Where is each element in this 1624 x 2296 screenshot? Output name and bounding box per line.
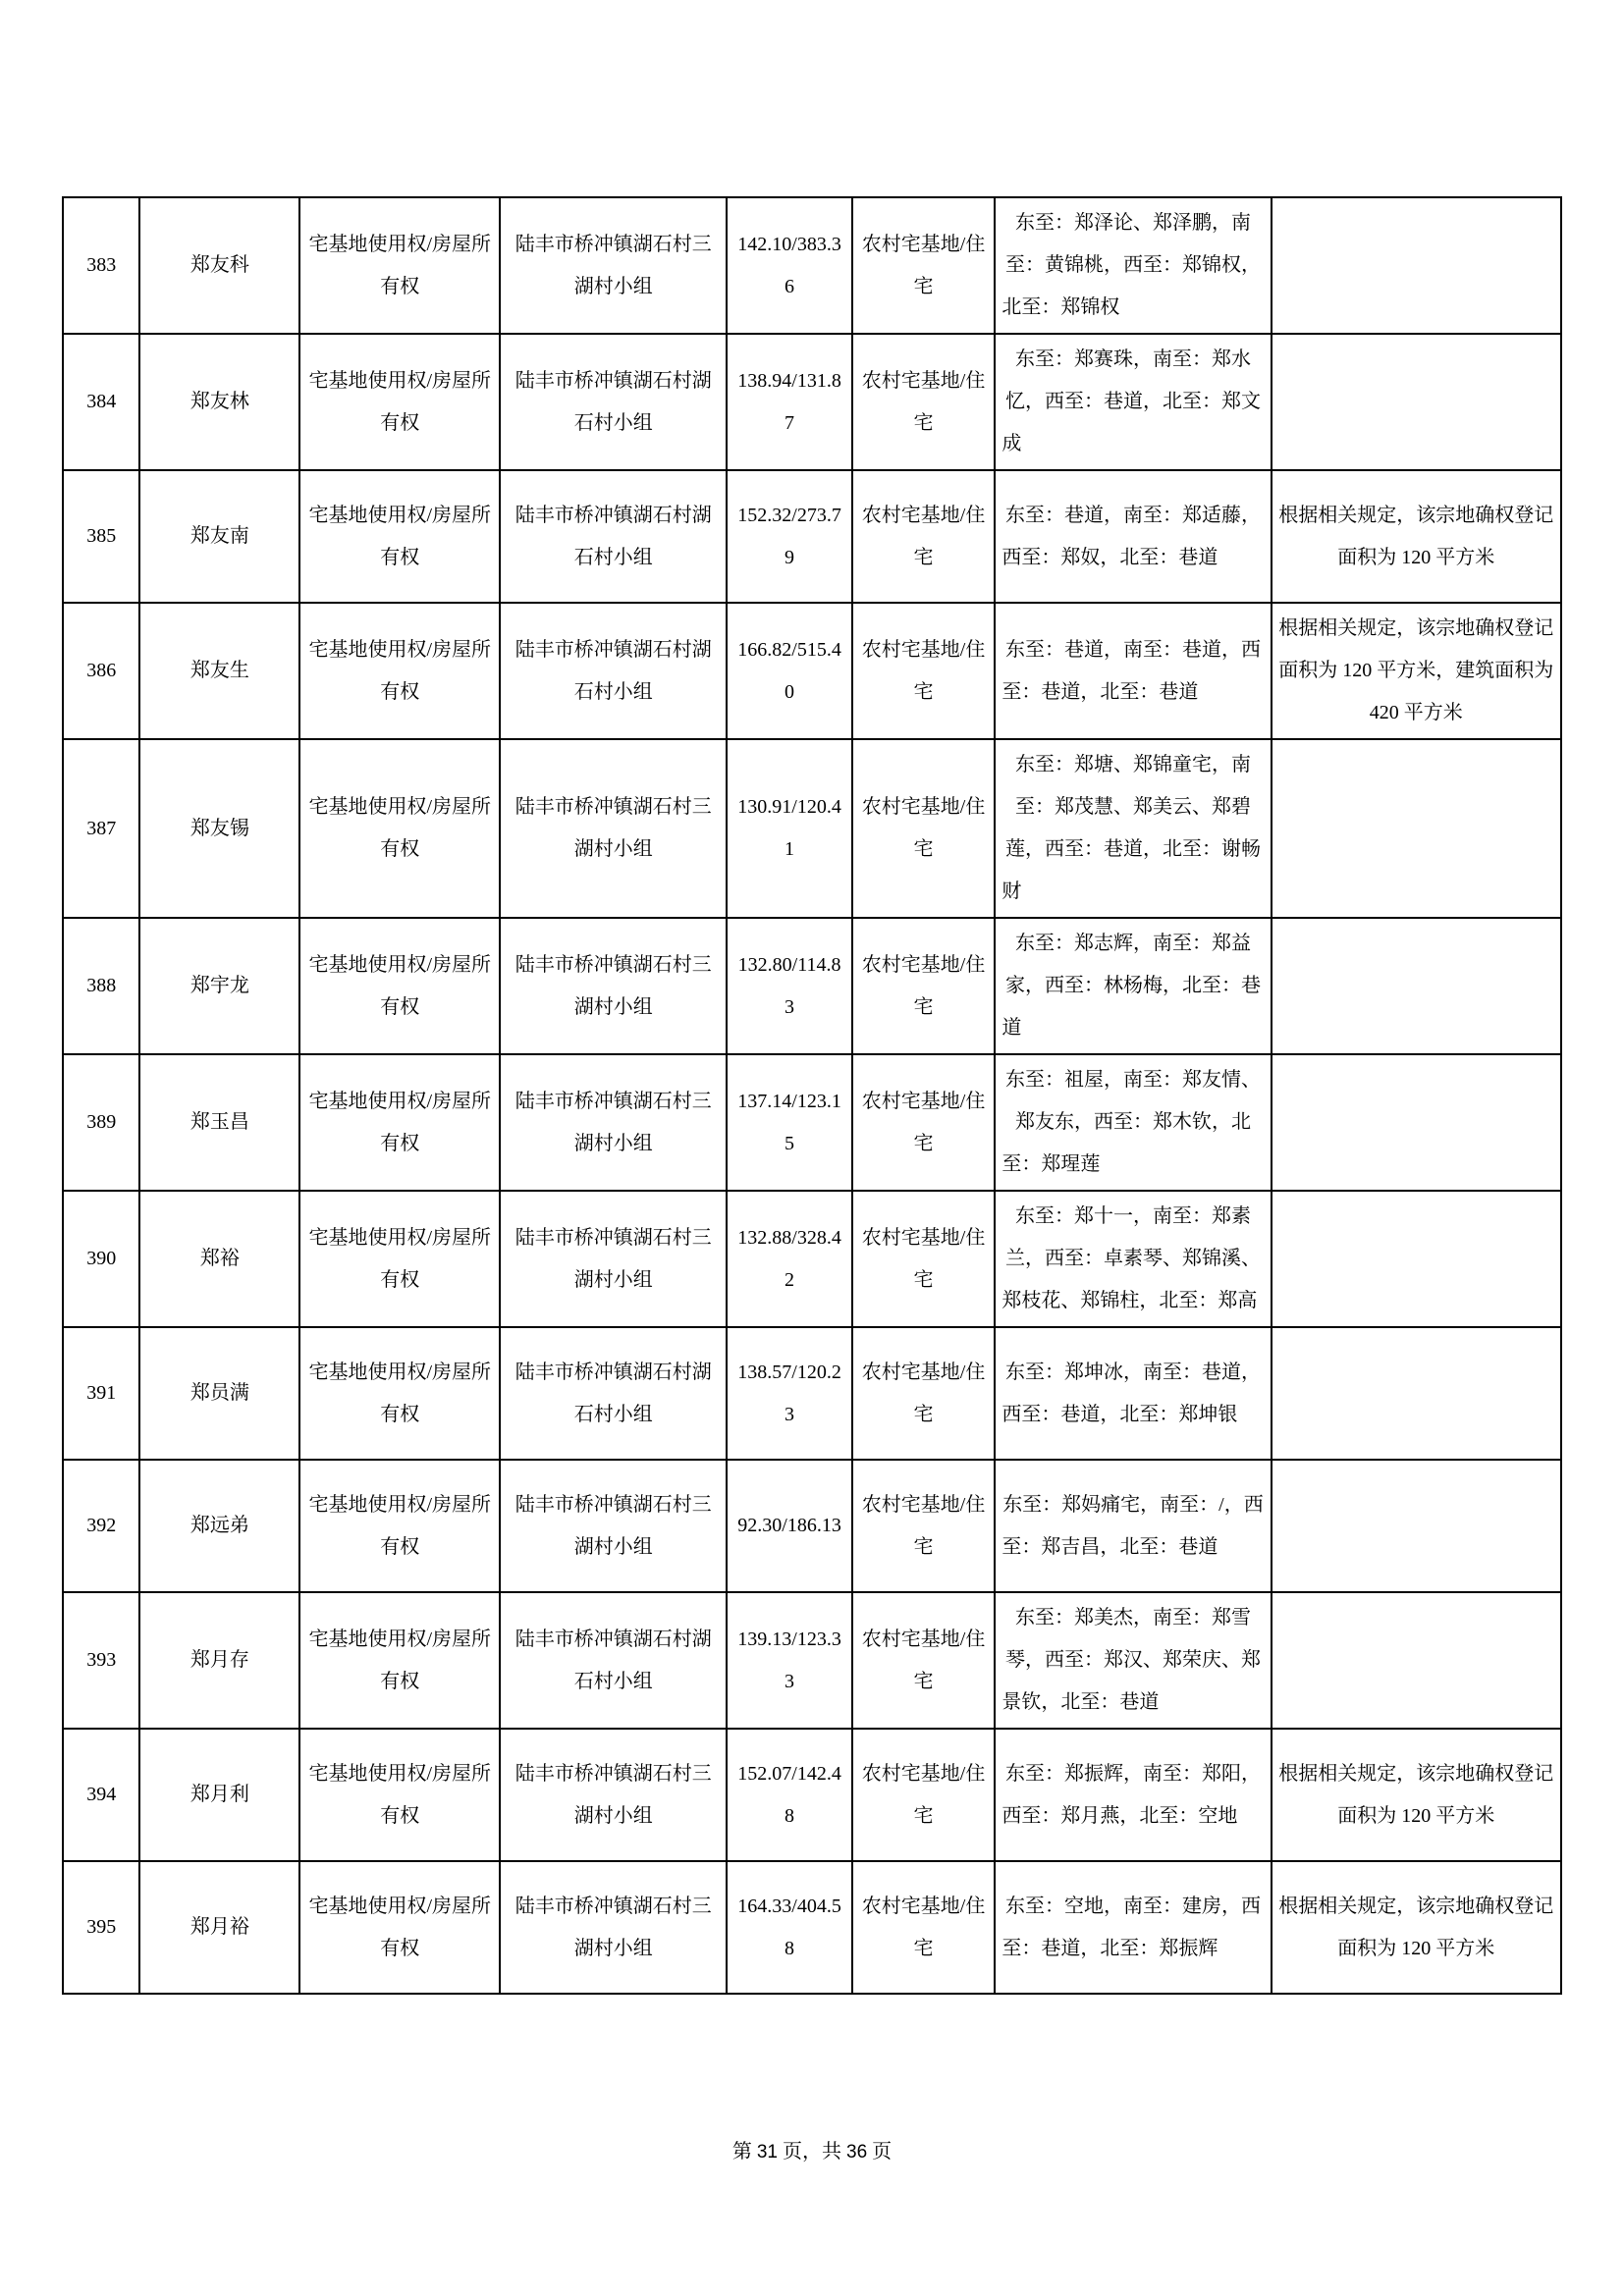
cell-land_type: 农村宅基地/住宅 <box>852 1327 996 1460</box>
cell-location: 陆丰市桥冲镇湖石村三湖村小组 <box>500 1460 727 1592</box>
cell-boundary: 东至：郑妈痛宅，南至：/，西至：郑吉昌，北至：巷道 <box>995 1460 1271 1592</box>
table-row <box>63 1592 1561 1729</box>
cell-name: 郑月存 <box>139 1592 299 1729</box>
cell-name: 郑月裕 <box>139 1861 299 1994</box>
cell-area: 137.14/123.15 <box>727 1054 851 1191</box>
cell-remark <box>1272 334 1561 470</box>
cell-name: 郑友科 <box>139 197 299 334</box>
cell-boundary: 东至：郑坤冰，南至：巷道，西至：巷道，北至：郑坤银 <box>995 1327 1271 1460</box>
cell-boundary: 东至：巷道，南至：巷道，西至：巷道，北至：巷道 <box>995 603 1271 739</box>
footer-suffix: 页 <box>867 2141 893 2163</box>
cell-location: 陆丰市桥冲镇湖石村三湖村小组 <box>500 739 727 918</box>
cell-remark <box>1272 197 1561 334</box>
table-row <box>63 1054 1561 1191</box>
cell-location: 陆丰市桥冲镇湖石村三湖村小组 <box>500 1191 727 1327</box>
cell-no: 387 <box>63 739 139 918</box>
cell-land_type: 农村宅基地/住宅 <box>852 1729 996 1861</box>
cell-no: 386 <box>63 603 139 739</box>
cell-name: 郑裕 <box>139 1191 299 1327</box>
cell-land_type: 农村宅基地/住宅 <box>852 1592 996 1729</box>
table-row <box>63 739 1561 918</box>
cell-no: 388 <box>63 918 139 1054</box>
cell-remark <box>1272 1327 1561 1460</box>
footer-prefix: 第 <box>731 2141 757 2163</box>
cell-rights: 宅基地使用权/房屋所有权 <box>299 1729 500 1861</box>
cell-land_type: 农村宅基地/住宅 <box>852 603 996 739</box>
cell-rights: 宅基地使用权/房屋所有权 <box>299 334 500 470</box>
cell-area: 138.57/120.23 <box>727 1327 851 1460</box>
cell-rights: 宅基地使用权/房屋所有权 <box>299 1327 500 1460</box>
cell-location: 陆丰市桥冲镇湖石村湖石村小组 <box>500 1592 727 1729</box>
table-row <box>63 1327 1561 1460</box>
cell-boundary: 东至：郑振辉，南至：郑阳，西至：郑月燕，北至：空地 <box>995 1729 1271 1861</box>
cell-boundary: 东至：郑泽论、郑泽鹏，南至：黄锦桃，西至：郑锦权，北至：郑锦权 <box>995 197 1271 334</box>
cell-rights: 宅基地使用权/房屋所有权 <box>299 1460 500 1592</box>
cell-location: 陆丰市桥冲镇湖石村湖石村小组 <box>500 470 727 603</box>
cell-remark <box>1272 1460 1561 1592</box>
cell-land_type: 农村宅基地/住宅 <box>852 1861 996 1994</box>
cell-boundary: 东至：郑志辉，南至：郑益家，西至：林杨梅，北至：巷道 <box>995 918 1271 1054</box>
cell-remark <box>1272 1054 1561 1191</box>
cell-name: 郑友林 <box>139 334 299 470</box>
cell-rights: 宅基地使用权/房屋所有权 <box>299 739 500 918</box>
cell-no: 390 <box>63 1191 139 1327</box>
cell-area: 138.94/131.87 <box>727 334 851 470</box>
table-row <box>63 470 1561 603</box>
cell-boundary: 东至：郑赛珠，南至：郑水忆，西至：巷道，北至：郑文成 <box>995 334 1271 470</box>
table-row <box>63 603 1561 739</box>
cell-no: 393 <box>63 1592 139 1729</box>
cell-name: 郑月利 <box>139 1729 299 1861</box>
cell-land_type: 农村宅基地/住宅 <box>852 918 996 1054</box>
cell-rights: 宅基地使用权/房屋所有权 <box>299 918 500 1054</box>
cell-no: 392 <box>63 1460 139 1592</box>
cell-area: 132.80/114.83 <box>727 918 851 1054</box>
cell-land_type: 农村宅基地/住宅 <box>852 470 996 603</box>
cell-area: 130.91/120.41 <box>727 739 851 918</box>
cell-no: 395 <box>63 1861 139 1994</box>
cell-no: 389 <box>63 1054 139 1191</box>
cell-boundary: 东至：郑十一，南至：郑素兰，西至：卓素琴、郑锦溪、郑枝花、郑锦柱，北至：郑高 <box>995 1191 1271 1327</box>
cell-area: 152.07/142.48 <box>727 1729 851 1861</box>
cell-boundary: 东至：郑塘、郑锦童宅，南至：郑茂慧、郑美云、郑碧莲，西至：巷道，北至：谢畅财 <box>995 739 1271 918</box>
cell-location: 陆丰市桥冲镇湖石村湖石村小组 <box>500 1327 727 1460</box>
cell-rights: 宅基地使用权/房屋所有权 <box>299 1592 500 1729</box>
cell-name: 郑宇龙 <box>139 918 299 1054</box>
cell-no: 384 <box>63 334 139 470</box>
cell-location: 陆丰市桥冲镇湖石村三湖村小组 <box>500 1861 727 1994</box>
cell-no: 394 <box>63 1729 139 1861</box>
table-row <box>63 1191 1561 1327</box>
table-row <box>63 918 1561 1054</box>
cell-name: 郑员满 <box>139 1327 299 1460</box>
cell-rights: 宅基地使用权/房屋所有权 <box>299 197 500 334</box>
cell-remark: 根据相关规定，该宗地确权登记面积为 120 平方米 <box>1272 1729 1561 1861</box>
cell-no: 385 <box>63 470 139 603</box>
cell-remark <box>1272 739 1561 918</box>
cell-land_type: 农村宅基地/住宅 <box>852 1191 996 1327</box>
cell-remark <box>1272 1191 1561 1327</box>
cell-name: 郑友生 <box>139 603 299 739</box>
cell-rights: 宅基地使用权/房屋所有权 <box>299 470 500 603</box>
cell-area: 142.10/383.36 <box>727 197 851 334</box>
cell-name: 郑友锡 <box>139 739 299 918</box>
cell-location: 陆丰市桥冲镇湖石村湖石村小组 <box>500 334 727 470</box>
cell-boundary: 东至：空地，南至：建房，西至：巷道，北至：郑振辉 <box>995 1861 1271 1994</box>
cell-remark: 根据相关规定，该宗地确权登记面积为 120 平方米 <box>1272 1861 1561 1994</box>
cell-remark <box>1272 918 1561 1054</box>
cell-boundary: 东至：巷道，南至：郑适藤，西至：郑奴，北至：巷道 <box>995 470 1271 603</box>
footer-total-pages: 36 <box>846 2142 868 2163</box>
cell-boundary: 东至：祖屋，南至：郑友情、郑友东，西至：郑木钦，北至：郑瑆莲 <box>995 1054 1271 1191</box>
cell-location: 陆丰市桥冲镇湖石村三湖村小组 <box>500 1054 727 1191</box>
cell-rights: 宅基地使用权/房屋所有权 <box>299 1054 500 1191</box>
cell-no: 391 <box>63 1327 139 1460</box>
cell-area: 139.13/123.33 <box>727 1592 851 1729</box>
page-footer <box>0 2138 1624 2166</box>
records-table-body <box>63 197 1561 1994</box>
cell-remark: 根据相关规定，该宗地确权登记面积为 120 平方米，建筑面积为 420 平方米 <box>1272 603 1561 739</box>
cell-rights: 宅基地使用权/房屋所有权 <box>299 1861 500 1994</box>
cell-remark <box>1272 1592 1561 1729</box>
cell-area: 164.33/404.58 <box>727 1861 851 1994</box>
cell-no: 383 <box>63 197 139 334</box>
table-row <box>63 1729 1561 1861</box>
cell-name: 郑友南 <box>139 470 299 603</box>
cell-name: 郑远弟 <box>139 1460 299 1592</box>
cell-area: 132.88/328.42 <box>727 1191 851 1327</box>
cell-location: 陆丰市桥冲镇湖石村湖石村小组 <box>500 603 727 739</box>
cell-rights: 宅基地使用权/房屋所有权 <box>299 603 500 739</box>
table-row <box>63 1460 1561 1592</box>
cell-land_type: 农村宅基地/住宅 <box>852 739 996 918</box>
footer-middle: 页，共 <box>778 2141 846 2163</box>
land-records-table <box>62 196 1562 1995</box>
cell-area: 92.30/186.13 <box>727 1460 851 1592</box>
cell-land_type: 农村宅基地/住宅 <box>852 1054 996 1191</box>
cell-location: 陆丰市桥冲镇湖石村三湖村小组 <box>500 1729 727 1861</box>
cell-rights: 宅基地使用权/房屋所有权 <box>299 1191 500 1327</box>
cell-name: 郑玉昌 <box>139 1054 299 1191</box>
footer-page-number: 31 <box>756 2142 778 2163</box>
cell-land_type: 农村宅基地/住宅 <box>852 1460 996 1592</box>
cell-location: 陆丰市桥冲镇湖石村三湖村小组 <box>500 197 727 334</box>
cell-boundary: 东至：郑美杰，南至：郑雪琴，西至：郑汉、郑荣庆、郑景钦，北至：巷道 <box>995 1592 1271 1729</box>
cell-land_type: 农村宅基地/住宅 <box>852 197 996 334</box>
cell-area: 166.82/515.40 <box>727 603 851 739</box>
table-row <box>63 334 1561 470</box>
cell-location: 陆丰市桥冲镇湖石村三湖村小组 <box>500 918 727 1054</box>
table-row <box>63 1861 1561 1994</box>
cell-remark: 根据相关规定，该宗地确权登记面积为 120 平方米 <box>1272 470 1561 603</box>
table-row <box>63 197 1561 334</box>
cell-land_type: 农村宅基地/住宅 <box>852 334 996 470</box>
cell-area: 152.32/273.79 <box>727 470 851 603</box>
